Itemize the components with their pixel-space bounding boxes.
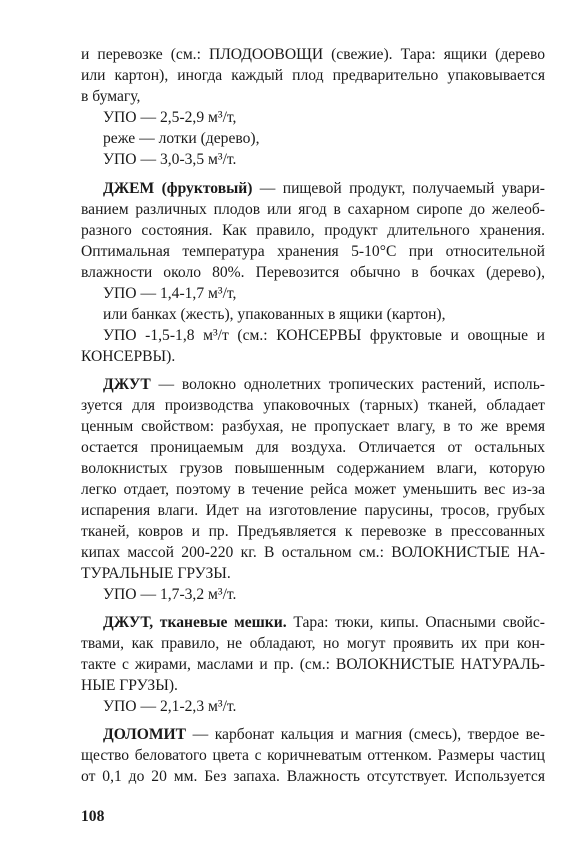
text-line: НЫЕ ГРУЗЫ). (81, 677, 178, 694)
text-line: тканей, ковров и пр. Предъявляется к перевозке в прессованных (81, 523, 545, 540)
text-line: и перевозке (см.: ПЛОДООВОЩИ (свежие). Тара: ящики (дерево (81, 46, 545, 63)
text-line: кипах массой 200-220 кг. В остальном см.: ВОЛОКНИСТЫЕ НА- (81, 544, 545, 561)
entry-term: ДЖУТ, тканевые мешки. (103, 614, 287, 631)
text-line: или банках (жесть), упакованных в ящики (картон), (103, 306, 446, 323)
text-line: волокнистых грузов повышенным содержанием влаги, которую (81, 460, 545, 477)
text-line: щество беловатого цвета с коричневатым оттенком. Размеры частиц (81, 747, 545, 764)
entry-jam: ДЖЕМ (фруктовый) — пищевой продукт, получаемый увари- (103, 180, 545, 197)
upo-line: УПО -1,5-1,8 м³/т (см.: КОНСЕРВЫ фруктовые и овощные и (103, 327, 545, 344)
text-line: Оптимальная температура хранения 5-10°С при относительной (81, 243, 545, 260)
text-line: ванием различных плодов или ягод в сахарном сиропе до желеоб- (81, 201, 545, 218)
text-line: КОНСЕРВЫ). (81, 348, 176, 365)
upo-line: УПО — 2,1-2,3 м³/т. (103, 698, 237, 715)
entry-jute: ДЖУТ — волокно однолетних тропических растений, исполь- (103, 376, 545, 393)
text-line: ценным свойством: разбухая, не пропускает влагу, в то же время (81, 418, 545, 435)
text-line: твами, как правило, не обладают, но могут проявить их при кон- (81, 635, 545, 652)
text-line: зуется для производства упаковочных (тарных) тканей, обладает (81, 397, 545, 414)
text-line: в бумагу, (81, 88, 141, 105)
upo-line: УПО — 2,5-2,9 м³/т, (103, 109, 237, 126)
upo-line: УПО — 1,4-1,7 м³/т, (103, 285, 237, 302)
text-line: реже — лотки (дерево), (103, 130, 260, 147)
entry-term: ДЖУТ (103, 376, 151, 393)
page-number: 108 (81, 808, 105, 825)
text-line: испарения влаги. Идет на изготовление парусины, тросов, грубых (81, 502, 545, 519)
entry-term: ДОЛОМИТ (103, 726, 187, 743)
text-line: остается проницаемым для воздуха. Отличается от остальных (81, 439, 545, 456)
text-line: или картон), иногда каждый плод предварительно упаковывается (81, 67, 545, 84)
entry-term: ДЖЕМ (фруктовый) (103, 180, 253, 197)
text-line: легко отдает, поэтому в течение рейса может уменьшить вес из-за (81, 481, 545, 498)
text-line: разного состояния. Как правило, продукт длительного хранения. (81, 222, 545, 239)
entry-jute-bags: ДЖУТ, тканевые мешки. Тара: тюки, кипы. Опасными свойс- (103, 614, 545, 631)
text-line: от 0,1 до 20 мм. Без запаха. Влажность отсутствует. Используется (81, 768, 545, 785)
upo-line: УПО — 3,0-3,5 м³/т. (103, 151, 237, 168)
text-line: такте с жирами, маслами и пр. (см.: ВОЛОКНИСТЫЕ НАТУРАЛЬ- (81, 656, 545, 673)
upo-line: УПО — 1,7-3,2 м³/т. (103, 586, 237, 603)
text-line: ТУРАЛЬНЫЕ ГРУЗЫ. (81, 565, 231, 582)
entry-dolomite: ДОЛОМИТ — карбонат кальция и магния (смесь), твердое ве- (103, 726, 545, 743)
text-line: влажности около 80%. Перевозится обычно в бочках (дерево), (81, 264, 545, 281)
